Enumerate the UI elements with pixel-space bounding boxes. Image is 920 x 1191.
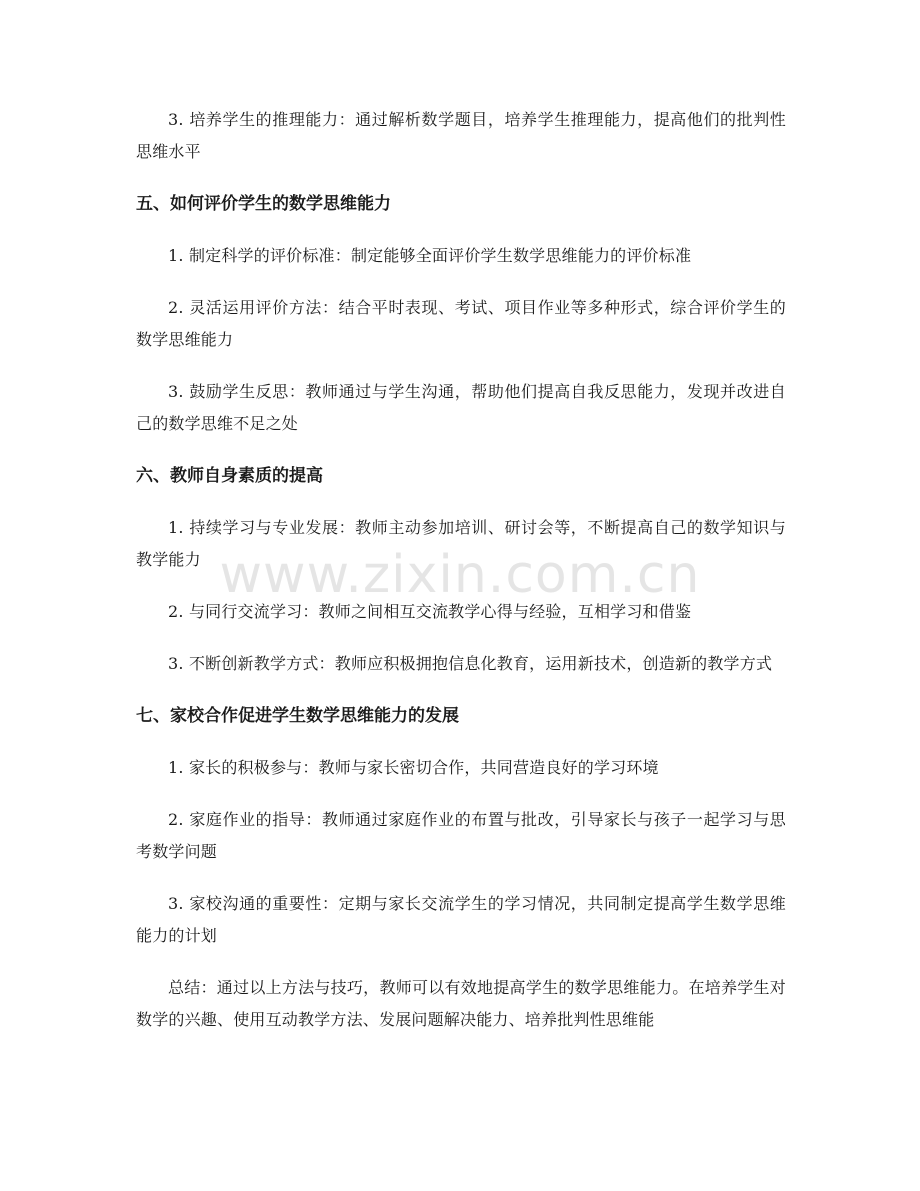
list-item: 3. 鼓励学生反思：教师通过与学生沟通，帮助他们提高自我反思能力，发现并改进自己的数学思维不足之处 xyxy=(136,382,786,433)
document-body xyxy=(136,104,786,1056)
list-item: 1. 家长的积极参与：教师与家长密切合作，共同营造良好的学习环境 xyxy=(168,758,659,777)
section-heading-5: 五、如何评价学生的数学思维能力 xyxy=(136,194,391,214)
list-item: 3. 家校沟通的重要性：定期与家长交流学生的学习情况，共同制定提高学生数学思维能力的计划 xyxy=(136,894,786,945)
list-item: 2. 家庭作业的指导：教师通过家庭作业的布置与批改，引导家长与孩子一起学习与思考数学问题 xyxy=(136,810,786,861)
list-item: 2. 灵活运用评价方法：结合平时表现、考试、项目作业等多种形式，综合评价学生的数学思维能力 xyxy=(136,298,786,349)
watermark: www.zixin.com.cn xyxy=(219,545,701,605)
summary-paragraph: 总结：通过以上方法与技巧，教师可以有效地提高学生的数学思维能力。在培养学生对数学的兴趣、使用互动教学方法、发展问题解决能力、培养批判性思维能 xyxy=(136,978,786,1029)
list-item: 3. 培养学生的推理能力：通过解析数学题目，培养学生推理能力，提高他们的批判性思维水平 xyxy=(136,110,786,161)
section-heading-7: 七、家校合作促进学生数学思维能力的发展 xyxy=(136,706,459,726)
list-item: 3. 不断创新教学方式：教师应积极拥抱信息化教育，运用新技术，创造新的教学方式 xyxy=(168,654,773,673)
list-item: 1. 持续学习与专业发展：教师主动参加培训、研讨会等，不断提高自己的数学知识与教学能力 xyxy=(136,518,786,569)
list-item: 2. 与同行交流学习：教师之间相互交流教学心得与经验，互相学习和借鉴 xyxy=(168,602,692,621)
section-heading-6: 六、教师自身素质的提高 xyxy=(136,466,323,486)
list-item: 1. 制定科学的评价标准：制定能够全面评价学生数学思维能力的评价标准 xyxy=(168,246,692,265)
